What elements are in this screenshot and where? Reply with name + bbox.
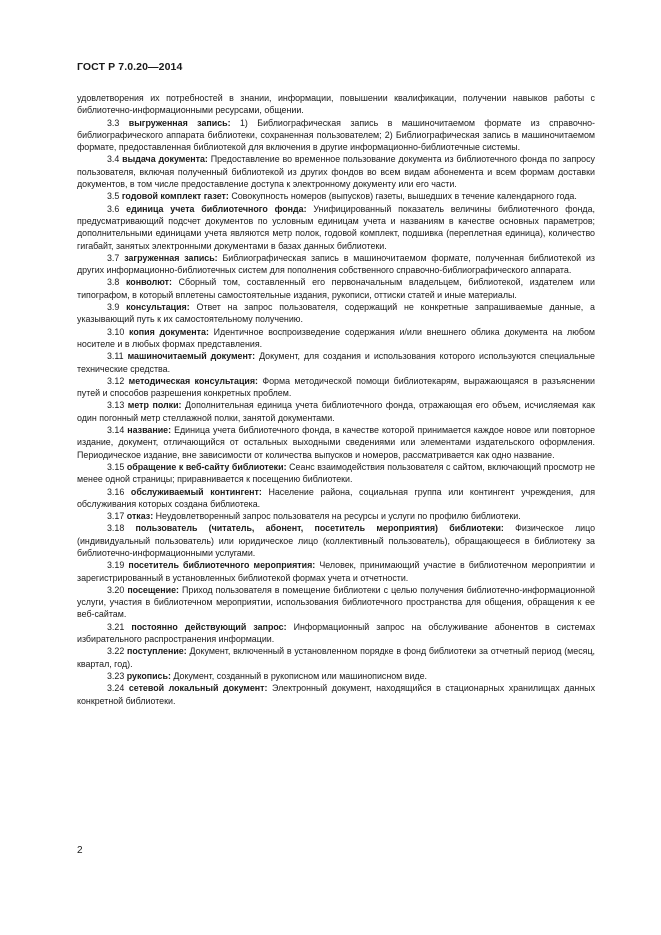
entry-number: 3.16 (107, 486, 125, 497)
entry-term: название: (127, 425, 172, 436)
definition-entry (77, 399, 595, 424)
definition-entry (77, 326, 595, 351)
definition-entry (77, 117, 595, 154)
entry-definition: Человек, принимающий участие в библиотечном мероприятии и зарегистрированный в установленных библиотекой формах учета и отчетности. (77, 560, 596, 583)
entries-list (77, 117, 595, 707)
entry-term: единица учета библиотечного фонда: (126, 203, 307, 214)
entry-term: поступление: (127, 646, 187, 657)
definition-entry (77, 350, 595, 375)
entry-definition: 1) Библиографическая запись в машиночитаемом формате из справочно-библиографического аппарата библиотеки, сохраненная пользователем; 2) Библиографическая запись в машиночитаемом формате, предоставленная библиотекой для включения в другие информационно-библиотечные системы. (77, 117, 596, 153)
definition-entry (77, 203, 595, 252)
entry-term: конволют: (125, 277, 172, 288)
entry-number: 3.14 (107, 425, 125, 436)
entry-term: машиночитаемый документ: (127, 351, 256, 362)
entry-number: 3.5 (107, 191, 120, 202)
entry-number: 3.9 (107, 302, 120, 313)
definition-entry (77, 301, 595, 326)
entry-definition: Предоставление во временное пользование документа из библиотечного фонда по запросу пользователя, включая полученный библиотекой из других фондов во всем видам абонемента и всем формам доставки документов, в том числе предоставление доступа к электронному документу или его части. (77, 154, 595, 190)
definition-entry (77, 670, 595, 682)
entry-term: загруженная запись: (124, 252, 218, 263)
definition-entry (77, 486, 595, 511)
entry-definition: Унифицированный показатель величины библиотечного фонда, предусматривающий подсчет документов по условным единицам учета и названиям в качестве основных параметров; дополнительными единицами учета являются метр полок, годовой комплект, подшивка (переплетная единица), количество гигабайт, занятых электронными документами в базах данных библиотеки. (77, 203, 596, 251)
definition-entry (77, 461, 595, 486)
entry-term: сетевой локальный документ: (128, 683, 268, 694)
entry-term: отказ: (126, 511, 154, 522)
entry-number: 3.8 (107, 277, 120, 288)
definition-entry (77, 682, 595, 707)
entry-definition: Идентичное воспроизведение содержания и/или внешнего облика документа на любом носителе и в любых формах представления. (77, 326, 595, 349)
entry-number: 3.24 (107, 683, 125, 694)
entry-number: 3.12 (107, 375, 125, 386)
entry-term: выгруженная запись: (128, 117, 231, 128)
entry-definition: Сборный том, составленный его первоначальным владельцем, библиотекой, издателем или типографом, в который вплетены самостоятельные издания, рукописи, оттиски статей и иные материалы. (77, 277, 596, 300)
definition-entry (77, 510, 595, 522)
definition-entry (77, 276, 595, 301)
entry-definition: Библиографическая запись в машиночитаемом формате, полученная библиотекой из других информационно-библиотечных систем для пополнения собственного справочно-библиографического аппарата. (77, 252, 595, 276)
definition-entry (77, 621, 595, 646)
definition-entry (77, 645, 595, 670)
definition-entry (77, 584, 595, 621)
document-header: ГОСТ Р 7.0.20—2014 (77, 61, 183, 73)
entry-number: 3.20 (107, 584, 125, 595)
entry-definition: Документ, созданный в рукописном или машинописном виде. (173, 670, 428, 681)
entry-term: рукопись: (126, 670, 171, 681)
entry-definition: Дополнительная единица учета библиотечного фонда, отражающая его объем, исчисляемая как один погонный метр стеллажной полки, занятой документами. (77, 400, 595, 423)
entry-number: 3.22 (107, 646, 125, 657)
entry-number: 3.3 (107, 117, 120, 128)
document-body (77, 92, 595, 707)
entry-number: 3.4 (107, 154, 120, 165)
entry-number: 3.15 (107, 461, 125, 472)
entry-definition: Информационный запрос на обслуживание абонентов в системах избирательного распространения информации. (77, 621, 596, 645)
entry-definition: Население района, социальная группа или контингент учреждения, для обслуживания которых создана библиотека. (77, 486, 596, 509)
entry-number: 3.18 (107, 523, 125, 534)
entry-term: постоянно действующий запрос: (131, 621, 287, 632)
definition-entry (77, 252, 595, 277)
entry-term: годовой комплект газет: (121, 191, 229, 202)
entry-number: 3.7 (107, 252, 120, 263)
definition-entry (77, 424, 595, 461)
definition-entry (77, 190, 595, 202)
entry-term: обращение к веб-сайту библиотеки: (126, 461, 287, 472)
entry-term: обслуживаемый контингент: (130, 486, 262, 497)
entry-number: 3.10 (107, 326, 125, 337)
definition-entry (77, 522, 595, 559)
entry-definition: Приход пользователя в помещение библиотеки с целью получения библиотечно-информационной услуги, участия в библиотечном мероприятии, использования библиотечного пространства для общения, обращения к ее веб-сайтам. (77, 584, 595, 620)
entry-definition: Сеанс взаимодействия пользователя с сайтом, включающий просмотр не менее одной страницы; приравнивается к посещению библиотеки. (77, 461, 596, 485)
entry-definition: Физическое лицо (индивидуальный пользователь) или юридическое лицо (коллективный пользователь), обращающееся в библиотеку за библиотечно-информационными услугами. (77, 523, 596, 558)
entry-definition: Совокупность номеров (выпусков) газеты, вышедших в течение календарного года. (231, 191, 577, 202)
entry-definition: Ответ на запрос пользователя, содержащий не конкретные запрашиваемые данные, а указывающий путь к их самостоятельному получению. (77, 302, 595, 325)
entry-term: консультация: (126, 302, 190, 313)
entry-term: пользователь (читатель, абонент, посетитель мероприятия) библиотеки: (135, 523, 504, 534)
entry-term: выдача документа: (122, 154, 208, 165)
definition-entry (77, 153, 595, 190)
entry-term: метр полки: (127, 400, 182, 411)
entry-number: 3.17 (107, 511, 125, 522)
entry-number: 3.19 (107, 560, 125, 571)
entry-term: методическая консультация: (128, 375, 258, 386)
entry-number: 3.11 (107, 351, 124, 362)
entry-definition: Форма методической помощи библиотекарям, выражающаяся в разъяснении путей и способов разрешения конкретных проблем. (77, 375, 596, 399)
entry-definition: Электронный документ, находящийся в стационарных хранилищах данных конкретной библиотеки. (77, 683, 596, 706)
page-number: 2 (77, 845, 83, 856)
entry-number: 3.6 (107, 203, 120, 214)
definition-entry (77, 559, 595, 584)
entry-number: 3.13 (107, 400, 125, 411)
entry-number: 3.21 (107, 621, 125, 632)
intro-paragraph: удовлетворения их потребностей в знании, информации, повышении квалификации, получении навыков работы с библиотечно-информационными ресурсами, общении. (77, 93, 595, 116)
entry-definition: Документ, для создания и использования которого используются специальные технические средства. (77, 351, 595, 374)
entry-number: 3.23 (107, 670, 125, 681)
entry-term: копия документа: (129, 326, 209, 337)
entry-term: посетитель библиотечного мероприятия: (128, 560, 316, 571)
entry-definition: Неудовлетворенный запрос пользователя на ресурсы и услуги по профилю библиотеки. (155, 511, 521, 522)
entry-definition: Документ, включенный в установленном порядке в фонд библиотеки за отчетный период (месяц, квартал, год). (77, 646, 595, 669)
entry-definition: Единица учета библиотечного фонда, в качестве которой принимается каждое новое или повторное издание, документ, отличающийся от остальных выходными сведениями или элементами издательского оформления. Периодическое издание, вне зависимости от количества выпусков и номеров, рассматривается как одно название. (77, 425, 596, 460)
entry-term: посещение: (127, 584, 179, 595)
definition-entry (77, 375, 595, 400)
